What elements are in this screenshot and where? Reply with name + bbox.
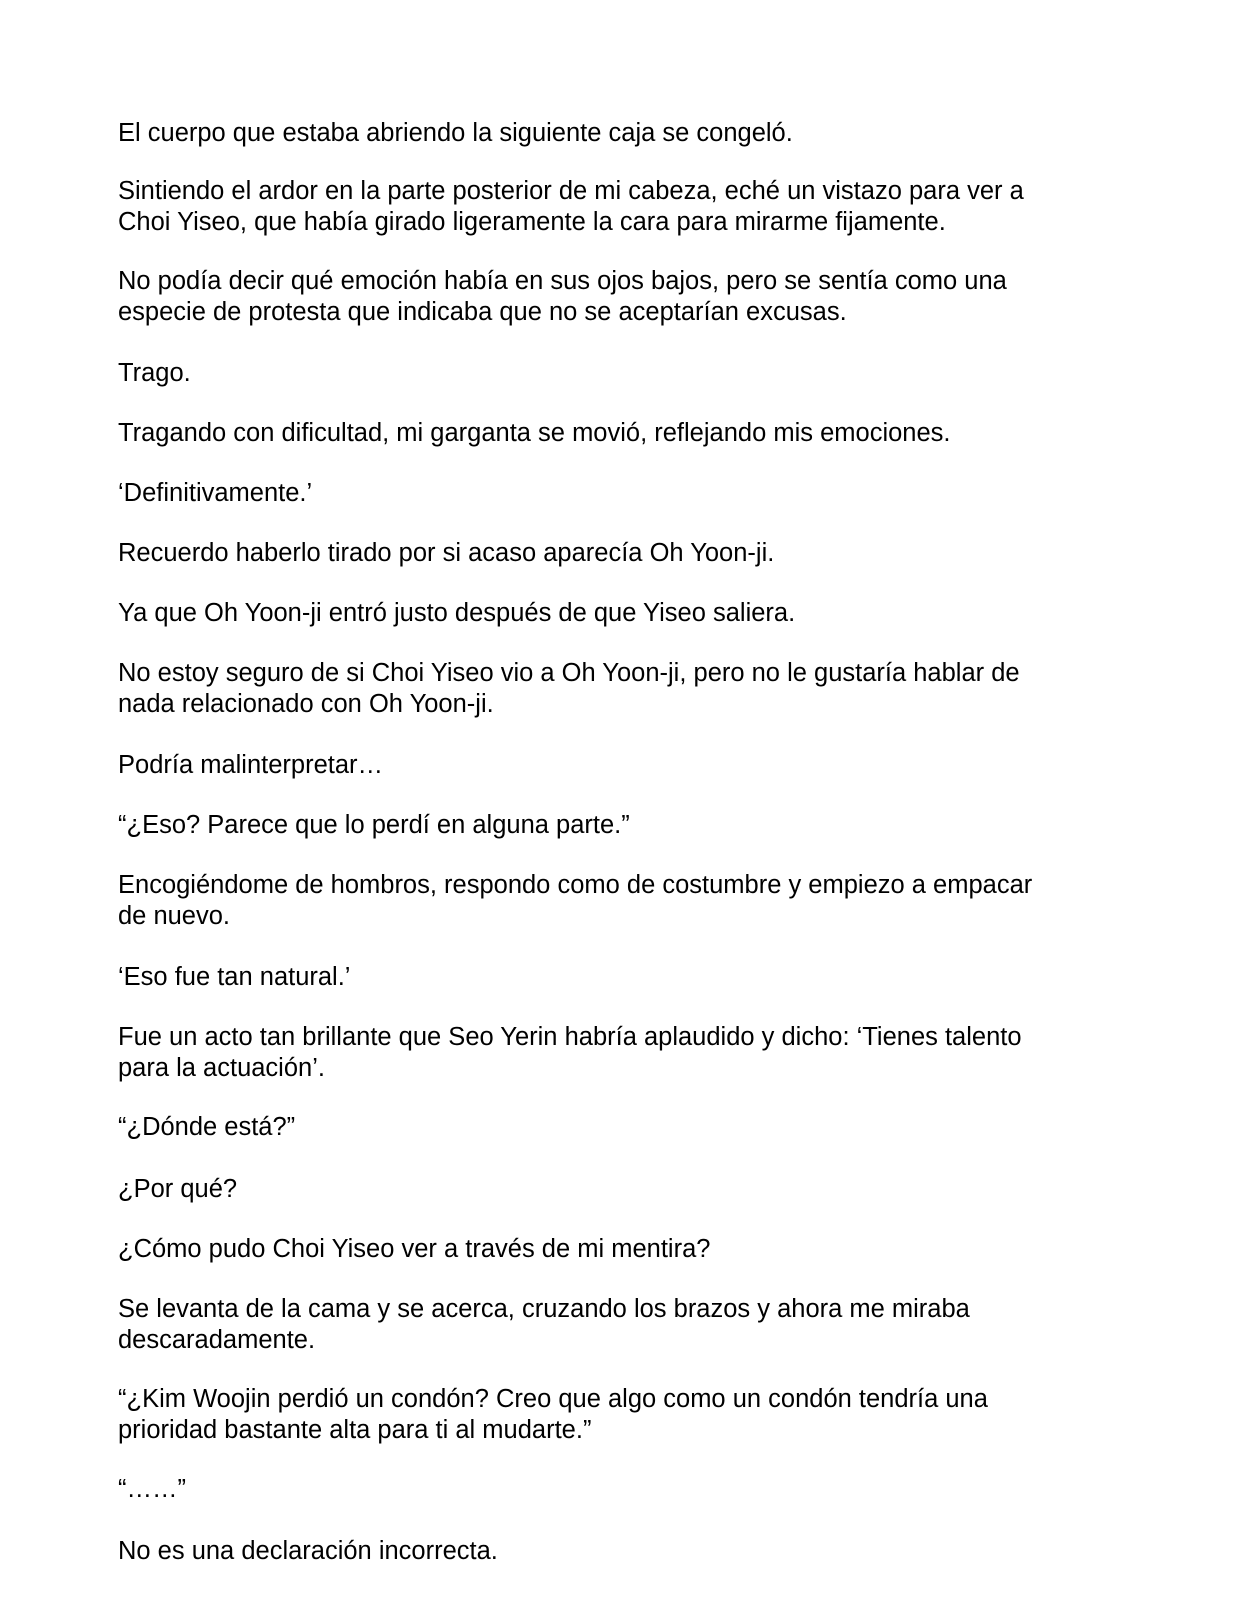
paragraph-4 <box>118 358 1098 389</box>
text-line: ¿Por qué? <box>118 1175 238 1203</box>
text-line: “……” <box>118 1475 186 1503</box>
paragraph-6 <box>118 478 1098 509</box>
text-line: Trago. <box>118 359 191 387</box>
text-line: Se levanta de la cama y se acerca, cruzando los brazos y ahora me miraba <box>118 1295 970 1323</box>
text-line: “¿Dónde está?” <box>118 1113 296 1141</box>
text-line: ‘Definitivamente.’ <box>118 479 313 507</box>
text-line: Encogiéndome de hombros, respondo como de costumbre y empiezo a empacar <box>118 871 1033 899</box>
paragraph-16 <box>118 1174 1098 1205</box>
paragraph-7 <box>118 538 1098 569</box>
text-line: ‘Eso fue tan natural.’ <box>118 963 351 991</box>
text-line: Tragando con dificultad, mi garganta se movió, reflejando mis emociones. <box>118 419 951 447</box>
text-line: Fue un acto tan brillante que Seo Yerin habría aplaudido y dicho: ‘Tienes talento <box>118 1023 1022 1051</box>
text-line: Recuerdo haberlo tirado por si acaso aparecía Oh Yoon-ji. <box>118 539 775 567</box>
paragraph-8 <box>118 598 1098 629</box>
text-line: nada relacionado con Oh Yoon-ji. <box>118 690 494 718</box>
paragraph-21 <box>118 1536 1098 1567</box>
text-line: No estoy seguro de si Choi Yiseo vio a Oh Yoon-ji, pero no le gustaría hablar de <box>118 659 1020 687</box>
paragraph-17 <box>118 1234 1098 1265</box>
text-line: para la actuación’. <box>118 1054 325 1082</box>
paragraph-15 <box>118 1112 1098 1143</box>
paragraph-13 <box>118 962 1098 993</box>
text-line: Podría malinterpretar… <box>118 751 384 779</box>
paragraph-20 <box>118 1474 1098 1505</box>
paragraph-2 <box>118 176 1098 238</box>
text-line: No es una declaración incorrecta. <box>118 1537 498 1565</box>
paragraph-19 <box>118 1384 1098 1446</box>
paragraph-11 <box>118 810 1098 841</box>
text-line: Choi Yiseo, que había girado ligeramente la cara para mirarme fijamente. <box>118 208 946 236</box>
text-line: Sintiendo el ardor en la parte posterior de mi cabeza, eché un vistazo para ver a <box>118 177 1024 205</box>
paragraph-14 <box>118 1022 1098 1084</box>
text-line: prioridad bastante alta para ti al mudarte.” <box>118 1416 592 1444</box>
paragraph-12 <box>118 870 1098 932</box>
paragraph-3 <box>118 266 1098 328</box>
text-line: especie de protesta que indicaba que no se aceptarían excusas. <box>118 298 847 326</box>
text-line: No podía decir qué emoción había en sus ojos bajos, pero se sentía como una <box>118 267 1007 295</box>
text-line: El cuerpo que estaba abriendo la siguiente caja se congeló. <box>118 119 793 147</box>
text-line: “¿Kim Woojin perdió un condón? Creo que algo como un condón tendría una <box>118 1385 988 1413</box>
paragraph-1 <box>118 118 1098 149</box>
text-line: “¿Eso? Parece que lo perdí en alguna parte.” <box>118 811 630 839</box>
text-line: descaradamente. <box>118 1326 316 1354</box>
paragraph-5 <box>118 418 1098 449</box>
paragraph-9 <box>118 658 1098 720</box>
paragraph-10 <box>118 750 1098 781</box>
text-line: ¿Cómo pudo Choi Yiseo ver a través de mi mentira? <box>118 1235 711 1263</box>
text-line: de nuevo. <box>118 902 231 930</box>
paragraph-18 <box>118 1294 1098 1356</box>
text-line: Ya que Oh Yoon-ji entró justo después de que Yiseo saliera. <box>118 599 796 627</box>
